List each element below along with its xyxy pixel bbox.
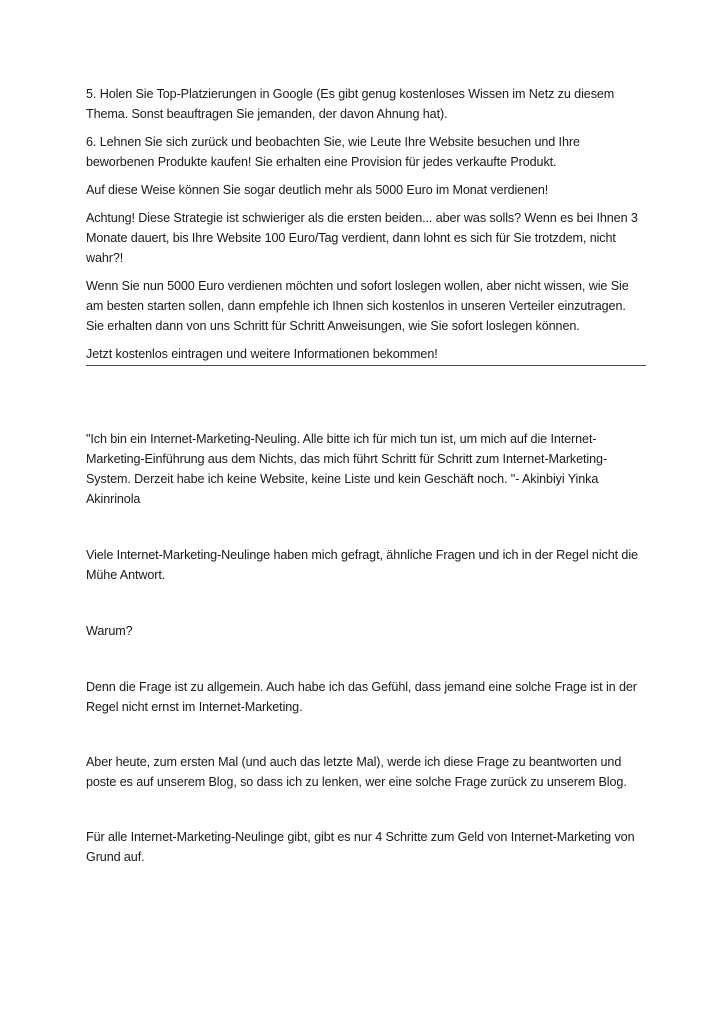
horizontal-divider: [86, 365, 646, 366]
paragraph-today: Aber heute, zum ersten Mal (und auch das letzte Mal), werde ich diese Frage zu beantworten und poste es auf unserem Blog, so dass ich zu lenken, wer eine solche Frage zurück zu unserem Blog.: [86, 755, 627, 789]
paragraph-signup-offer: Wenn Sie nun 5000 Euro verdienen möchten und sofort loslegen wollen, aber nicht wissen, wie Sie am besten starten sollen, dann empfehle ich Ihnen sich kostenlos in unseren Verteiler einzutragen. Sie erhalten dann von uns Schritt für Schritt Anweisungen, wie Sie sofort loslegen können.: [86, 279, 629, 333]
paragraph-earnings: Auf diese Weise können Sie sogar deutlich mehr als 5000 Euro im Monat verdienen!: [86, 183, 549, 197]
paragraph-newbies: Viele Internet-Marketing-Neulinge haben mich gefragt, ähnliche Fragen und ich in der Regel nicht die Mühe Antwort.: [86, 548, 638, 582]
paragraph-step-5: 5. Holen Sie Top-Platzierungen in Google (Es gibt genug kostenloses Wissen im Netz zu diesem Thema. Sonst beauftragen Sie jemanden, der davon Ahnung hat).: [86, 87, 615, 121]
quote-paragraph: "Ich bin ein Internet-Marketing-Neuling. Alle bitte ich für mich tun ist, um mich auf die Internet-Marketing-Einführung aus dem Nichts, das mich führt Schritt für Schritt zum Internet-Marketing-System. Derzeit habe ich keine Website, keine Liste und kein Geschäft noch. "- Akinbiyi Yinka Akinrinola: [86, 432, 608, 506]
paragraph-four-steps: Für alle Internet-Marketing-Neulinge gibt, gibt es nur 4 Schritte zum Geld von Internet-Marketing von Grund auf.: [86, 830, 635, 864]
paragraph-why: Warum?: [86, 624, 133, 638]
signup-call-to-action: Jetzt kostenlos eintragen und weitere Informationen bekommen!: [86, 347, 438, 361]
paragraph-warning: Achtung! Diese Strategie ist schwieriger als die ersten beiden... aber was solls? Wenn es bei Ihnen 3 Monate dauert, bis Ihre Website 100 Euro/Tag verdient, dann lohnt es sich für Sie trotzdem, nicht wahr?!: [86, 211, 638, 265]
document-page: [86, 84, 646, 867]
paragraph-step-6: 6. Lehnen Sie sich zurück und beobachten Sie, wie Leute Ihre Website besuchen und Ihre beworbenen Produkte kaufen! Sie erhalten eine Provision für jedes verkaufte Produkt.: [86, 135, 580, 169]
paragraph-reason: Denn die Frage ist zu allgemein. Auch habe ich das Gefühl, dass jemand eine solche Frage ist in der Regel nicht ernst im Internet-Marketing.: [86, 680, 637, 714]
